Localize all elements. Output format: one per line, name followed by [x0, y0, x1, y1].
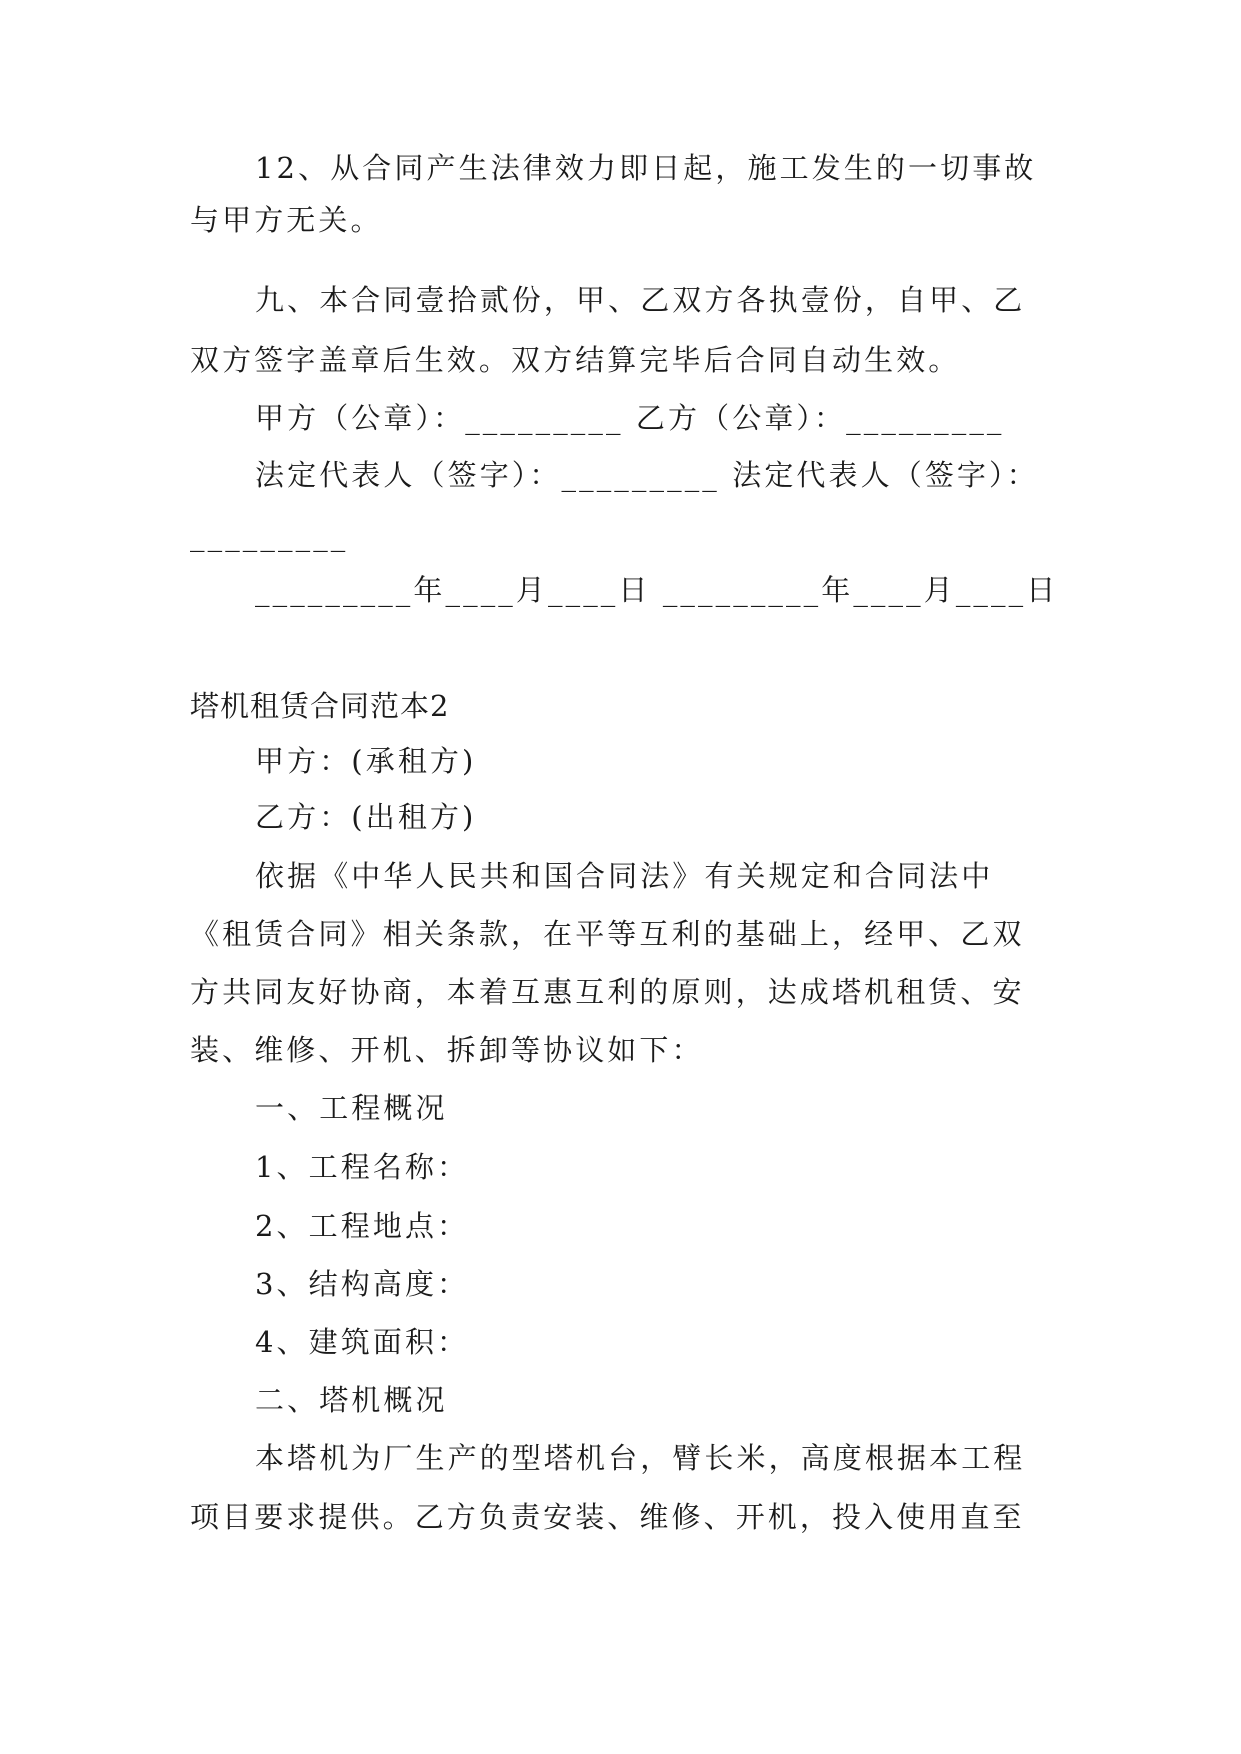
text-line: 本塔机为厂生产的型塔机台，臂长米，高度根据本工程	[255, 1441, 1026, 1475]
list-item: 4、建筑面积：	[255, 1325, 470, 1359]
signature-blank: _________	[190, 518, 349, 552]
section-title: 塔机租赁合同范本2	[190, 689, 450, 723]
text-line: 九、本合同壹拾贰份，甲、乙双方各执壹份，自甲、乙	[255, 283, 1026, 317]
list-item: 2、工程地点：	[255, 1209, 470, 1243]
list-item: 1、工程名称：	[255, 1150, 470, 1184]
text-line: 项目要求提供。乙方负责安装、维修、开机，投入使用直至	[190, 1500, 1025, 1534]
date-line: _________年____月____日 _________年____月____日	[255, 573, 1059, 607]
party-b: 乙方：(出租方)	[255, 800, 477, 834]
heading-crane-overview: 二、塔机概况	[255, 1383, 448, 1417]
text-line: 双方签字盖章后生效。双方结算完毕后合同自动生效。	[190, 343, 961, 377]
text-line: 与甲方无关。	[190, 203, 383, 237]
heading-project-overview: 一、工程概况	[255, 1091, 448, 1125]
signature-line-party-seal: 甲方（公章）：_________ 乙方（公章）：_________	[255, 401, 1005, 435]
text-line: 方共同友好协商，本着互惠互利的原则，达成塔机租赁、安	[190, 975, 1025, 1009]
text-line: 《租赁合同》相关条款，在平等互利的基础上，经甲、乙双	[190, 917, 1025, 951]
text-line: 装、维修、开机、拆卸等协议如下：	[190, 1033, 704, 1067]
text-line: 依据《中华人民共和国合同法》有关规定和合同法中	[255, 859, 994, 893]
signature-line-representative: 法定代表人（签字）：_________ 法定代表人（签字）：	[255, 458, 1039, 492]
text-line: 12、从合同产生法律效力即日起，施工发生的一切事故	[255, 151, 1037, 185]
list-item: 3、结构高度：	[255, 1267, 470, 1301]
party-a: 甲方：(承租方)	[255, 744, 477, 778]
